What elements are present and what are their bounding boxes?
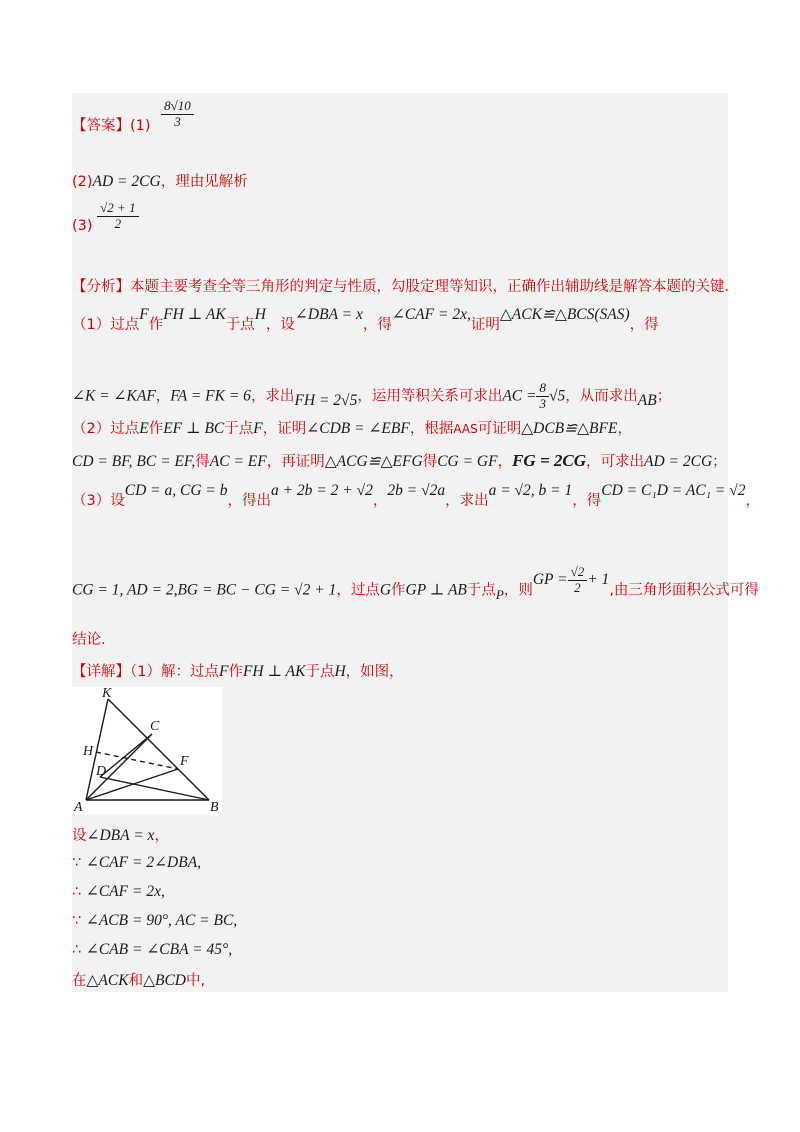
analysis-intro — [72, 275, 729, 296]
answer-part-1 — [72, 98, 194, 135]
text: ，得出 — [227, 493, 271, 509]
math-cg-ad: CG = 1, AD = 2, — [72, 581, 178, 599]
math-point-h: H — [254, 306, 266, 323]
analysis-step-3-line-1 — [72, 482, 761, 510]
text: 得 — [195, 454, 210, 470]
math-gp-numerator: √2 — [568, 565, 588, 581]
text: ，从而求出 — [565, 388, 638, 405]
math-ac-left: AC = — [502, 387, 537, 405]
answer-part-3 — [72, 200, 139, 235]
math-expr: ∠CAB = ∠CBA = 45°, — [85, 941, 233, 958]
answer-tag: 【答案】 — [72, 118, 130, 135]
label-c: C — [150, 719, 160, 734]
label-d: D — [96, 764, 107, 779]
detail-line-3 — [72, 853, 201, 872]
math-cd-c1d: CD = C₁D = AC₁ = √2 — [601, 482, 746, 499]
math-point-f: F — [139, 306, 149, 323]
text: ； — [712, 454, 727, 470]
detail-line-2 — [72, 824, 169, 845]
text: 中, — [186, 973, 206, 989]
therefore-symbol: ∴ — [72, 942, 86, 958]
math-cd-bf: CD = BF, BC = EF, — [72, 453, 196, 470]
because-symbol: ∵ — [72, 855, 86, 871]
text: ， — [617, 421, 632, 437]
text: 于点 — [466, 582, 496, 599]
segment-dc — [100, 734, 152, 777]
label-b: B — [210, 800, 219, 815]
text: ， — [154, 828, 169, 844]
math-angle-caf: ∠CAF = 2x, — [391, 306, 471, 323]
analysis-step-2-line-2 — [72, 450, 727, 471]
analysis-step-3-line-2 — [72, 564, 759, 606]
math-point-p: P — [495, 587, 504, 603]
text: （3）设 — [72, 493, 125, 509]
math-point-h: H — [334, 663, 346, 680]
text: ，可求出 — [586, 454, 645, 470]
text-aas: AAS — [453, 422, 478, 436]
detail-line-5 — [72, 911, 237, 930]
math-expr: ∠DBA = x — [86, 827, 155, 844]
math-congruence: △DCB≌△BFE — [521, 420, 618, 437]
text: 作 — [148, 317, 164, 333]
detail-line-6 — [72, 940, 232, 959]
text: 作 — [391, 582, 406, 599]
text: （1）解：过点 — [130, 664, 219, 680]
math-point-g: G — [379, 581, 392, 599]
answer-2-label: (2) — [72, 174, 93, 190]
answer-2-text: ，理由见解析 — [160, 174, 248, 190]
math-fh-perp-ak: FH ⊥ AK — [242, 663, 306, 680]
text: ，求出 — [250, 388, 295, 405]
text: ，设 — [265, 317, 295, 333]
math-expr: ∠CAF = 2∠DBA, — [85, 854, 202, 871]
text: ，根据 — [409, 421, 454, 437]
math-expr: △ACK — [86, 972, 129, 989]
text: （1）过点 — [72, 317, 140, 333]
analysis-intro-text: 本题主要考查全等三角形的判定与性质，勾股定理等知识，正确作出辅助线是解答本题的关键. — [130, 279, 730, 295]
answer-1-label: (1) — [130, 118, 151, 135]
label-k: K — [102, 687, 112, 701]
label-a: A — [74, 800, 83, 815]
text: ，求出 — [445, 493, 489, 509]
answer-3-fraction — [97, 201, 138, 232]
math-eq1: a + 2b = 2 + √2 — [270, 482, 373, 499]
text: 在 — [72, 973, 87, 989]
detail-tag: 【详解】 — [72, 664, 130, 680]
figure-svg — [72, 687, 222, 815]
math-angle-cdb: ∠CDB = ∠EBF — [306, 420, 410, 437]
math-fa-fk: FA = FK = 6 — [170, 387, 251, 405]
label-h: H — [83, 744, 94, 759]
analysis-step-1-line-1 — [72, 306, 659, 334]
math-cd-cg: CD = a, CG = b — [124, 482, 228, 499]
text: 于点 — [305, 664, 335, 680]
answer-part-2 — [72, 170, 248, 191]
text: ，运用等积关系可求出 — [357, 388, 503, 405]
math-expr: △BCD — [143, 972, 186, 989]
text: ， — [372, 493, 388, 509]
segment-db — [100, 777, 209, 800]
text: 作 — [228, 664, 243, 680]
math-eq2: 2b = √2a — [387, 482, 446, 499]
math-ad-2cg: AD = 2CG — [644, 453, 713, 470]
answer-1-fraction — [161, 99, 194, 130]
math-a-b-values: a = √2, b = 1 — [488, 482, 573, 499]
math-ac-ef: AC = EF — [209, 453, 267, 470]
answer-1-denominator: 3 — [174, 113, 181, 129]
text: 作 — [148, 421, 164, 437]
math-gp-right: + 1 — [587, 571, 610, 589]
math-gp-left: GP = — [532, 571, 568, 589]
math-expr: ∠CAF = 2x, — [85, 883, 165, 900]
analysis-tag: 【分析】 — [72, 279, 130, 295]
math-ac-denominator: 3 — [539, 395, 546, 411]
math-fh: FH = 2√5 — [294, 392, 358, 410]
math-point-f: F — [218, 663, 229, 680]
text: 得 — [422, 454, 438, 470]
solution-sheet — [72, 93, 761, 992]
math-congruence: △ACK≌△BCS(SAS) — [499, 306, 630, 323]
text: 和 — [128, 973, 144, 989]
text: 结论. — [72, 632, 106, 648]
answer-2-expr: AD = 2CG — [92, 173, 161, 190]
math-bg: BG = BC − CG = √2 + 1 — [177, 581, 337, 599]
text: 证明 — [470, 317, 500, 333]
math-ac-fraction — [536, 381, 549, 412]
therefore-symbol: ∴ — [72, 884, 86, 900]
math-ab: AB — [637, 392, 657, 410]
text: 于点 — [224, 421, 254, 437]
text: ，得 — [629, 317, 659, 333]
text: ； — [656, 388, 672, 405]
text: ,由三角形面积公式可得 — [609, 582, 759, 599]
math-ac-numerator: 8 — [536, 381, 549, 397]
text: ，过点 — [336, 582, 380, 599]
text: ，则 — [503, 582, 533, 599]
text: （2）过点 — [72, 421, 140, 437]
because-symbol: ∵ — [72, 913, 86, 929]
detail-line-7 — [72, 969, 205, 990]
math-gp-denominator: 2 — [574, 579, 581, 595]
text: 可证明 — [477, 421, 522, 437]
text: ， — [497, 454, 513, 470]
geometry-figure — [72, 687, 222, 815]
text: ， — [745, 493, 761, 509]
math-fg-2cg: FG = 2CG — [512, 451, 587, 470]
math-ef-perp-bc: EF ⊥ BC — [163, 420, 225, 437]
answer-3-numerator: √2 + 1 — [97, 201, 138, 217]
answer-3-label: (3) — [72, 218, 93, 235]
answer-3-denominator: 2 — [114, 215, 122, 231]
math-angle-dba: ∠DBA = x — [294, 306, 363, 323]
math-gp-perp-ab: GP ⊥ AB — [405, 581, 467, 599]
text: ，如图， — [345, 664, 404, 680]
math-point-e: E — [139, 420, 149, 437]
math-fh-perp-ak: FH ⊥ AK — [163, 306, 226, 323]
text: ，得 — [572, 493, 602, 509]
analysis-step-2-line-1 — [72, 417, 632, 438]
text: 设 — [72, 828, 87, 844]
text: ，得 — [362, 317, 392, 333]
text: ，证明 — [262, 421, 307, 437]
text: 于点 — [225, 317, 255, 333]
segment-hf-dashed — [96, 752, 178, 769]
math-gp-fraction — [568, 565, 588, 596]
segment-kb — [108, 699, 209, 800]
math-ac-right: √5 — [548, 387, 566, 405]
detail-line-1 — [72, 660, 404, 681]
math-point-f: F — [253, 420, 263, 437]
math-expr: ∠ACB = 90°, AC = BC, — [85, 912, 238, 929]
math-congruence: △ACG≌△EFG — [324, 453, 423, 470]
answer-1-numerator: 8√10 — [161, 99, 194, 115]
analysis-step-1-line-2 — [72, 381, 671, 412]
math-cg-gf: CG = GF — [437, 453, 498, 470]
math-angle-k: ∠K = ∠KAF — [72, 387, 156, 405]
label-f: F — [180, 754, 189, 769]
text: ， — [155, 388, 171, 405]
detail-line-4 — [72, 882, 165, 901]
text: ，再证明 — [266, 454, 325, 470]
analysis-step-3-line-3 — [72, 628, 106, 649]
